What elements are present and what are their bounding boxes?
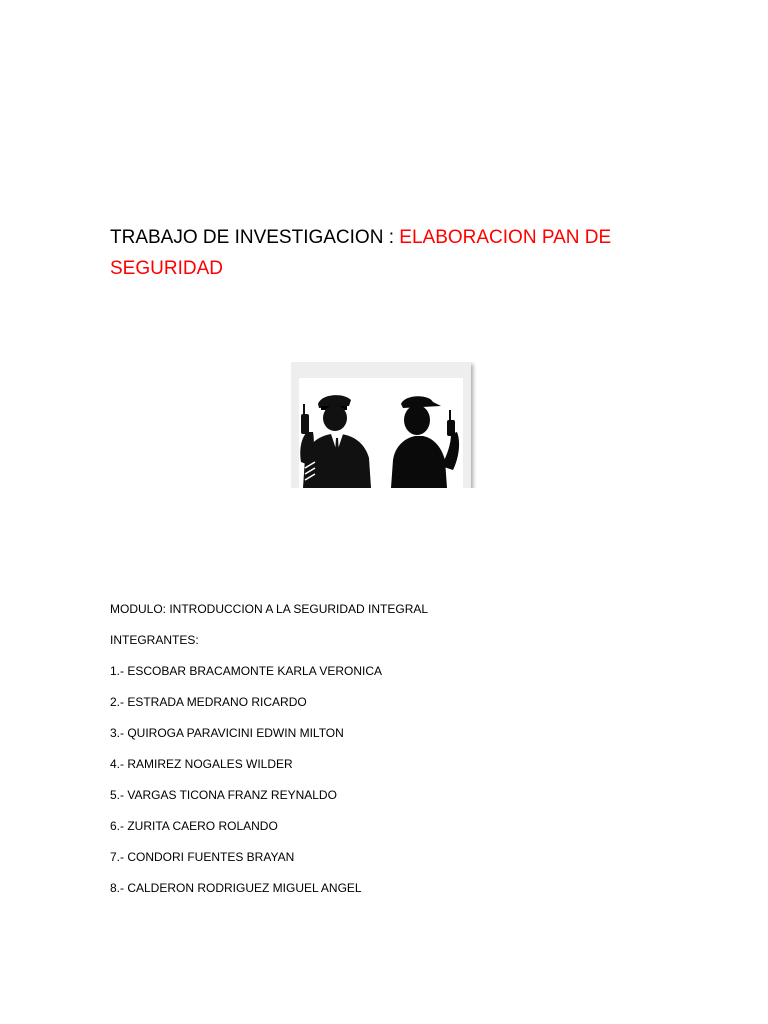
list-item: 5.- VARGAS TICONA FRANZ REYNALDO bbox=[110, 788, 337, 802]
document-body bbox=[110, 594, 428, 904]
list-item: 4.- RAMIREZ NOGALES WILDER bbox=[110, 757, 293, 771]
security-guards-silhouette-icon bbox=[291, 362, 477, 488]
list-item: 3.- QUIROGA PARAVICINI EDWIN MILTON bbox=[110, 726, 344, 740]
list-item: 1.- ESCOBAR BRACAMONTE KARLA VERONICA bbox=[110, 664, 383, 678]
title-prefix: TRABAJO DE INVESTIGACION : bbox=[110, 227, 400, 248]
security-guards-image bbox=[291, 362, 477, 488]
list-item: 2.- ESTRADA MEDRANO RICARDO bbox=[110, 695, 307, 709]
list-item: 6.- ZURITA CAERO ROLANDO bbox=[110, 819, 278, 833]
module-line: MODULO: INTRODUCCION A LA SEGURIDAD INTEGRAL bbox=[110, 602, 429, 616]
list-item: 8.- CALDERON RODRIGUEZ MIGUEL ANGEL bbox=[110, 881, 362, 895]
title-highlight: ELABORACION PAN DE SEGURIDAD bbox=[110, 227, 612, 279]
members-heading: INTEGRANTES: bbox=[110, 633, 199, 647]
list-item: 7.- CONDORI FUENTES BRAYAN bbox=[110, 850, 295, 864]
document-title bbox=[110, 222, 670, 284]
